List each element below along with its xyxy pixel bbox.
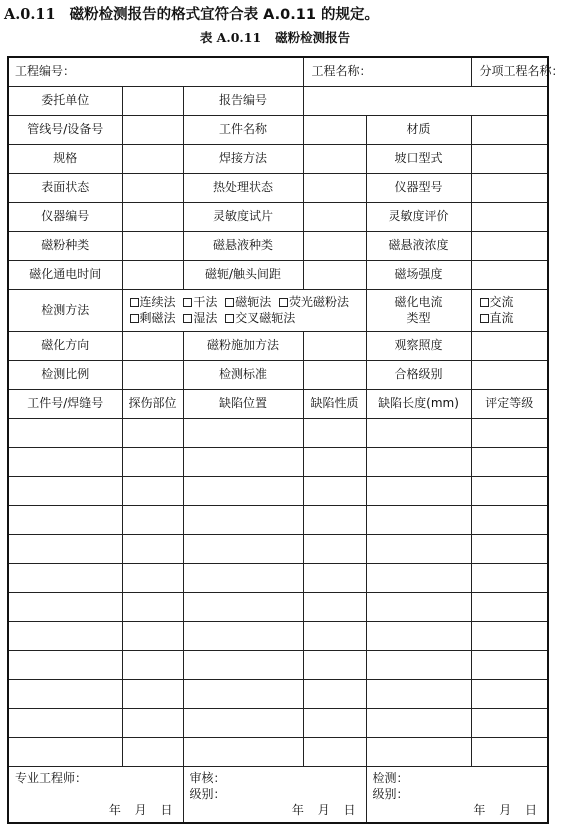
checkbox-icon[interactable]	[225, 298, 234, 307]
result-row	[8, 592, 548, 621]
method-option-continuous[interactable]: 连续法	[130, 294, 176, 310]
checkbox-icon[interactable]	[480, 298, 489, 307]
col-header-defect-nature: 缺陷性质	[303, 389, 366, 418]
reviewer-signature-cell[interactable]	[183, 766, 366, 823]
obs-illum-label: 观察照度	[366, 331, 471, 360]
instrument-model-label: 仪器型号	[366, 173, 471, 202]
groove-type-label: 坡口型式	[366, 144, 471, 173]
result-row	[8, 563, 548, 592]
sensitivity-eval-value[interactable]	[471, 202, 548, 231]
yoke-spacing-label: 磁轭/触头间距	[183, 260, 303, 289]
spec-row	[8, 144, 548, 173]
pipe-no-label: 管线号/设备号	[8, 115, 122, 144]
checkbox-icon[interactable]	[183, 298, 192, 307]
project-name-cell[interactable]: 工程名称：	[303, 57, 471, 86]
powder-type-label: 磁粉种类	[8, 231, 122, 260]
result-row	[8, 418, 548, 447]
spec-label: 规格	[8, 144, 122, 173]
result-row	[8, 621, 548, 650]
field-strength-label: 磁场强度	[366, 260, 471, 289]
powder-row	[8, 231, 548, 260]
suspension-type-value[interactable]	[303, 231, 366, 260]
instrument-no-label: 仪器编号	[8, 202, 122, 231]
powder-type-value[interactable]	[122, 231, 183, 260]
magnetize-dir-label: 磁化方向	[8, 331, 122, 360]
test-method-options	[122, 289, 366, 331]
report-no-value[interactable]	[303, 86, 548, 115]
sensitivity-piece-value[interactable]	[303, 202, 366, 231]
spec-value[interactable]	[122, 144, 183, 173]
section-heading	[4, 3, 550, 27]
client-label: 委托单位	[8, 86, 122, 115]
magnetize-time-value[interactable]	[122, 260, 183, 289]
suspension-conc-value[interactable]	[471, 231, 548, 260]
col-header-defect-position: 缺陷位置	[183, 389, 303, 418]
inspector-signature-cell[interactable]	[366, 766, 548, 823]
magnetize-dir-value[interactable]	[122, 331, 183, 360]
method-option-residual[interactable]: 剩磁法	[130, 310, 176, 326]
checkbox-icon[interactable]	[183, 314, 192, 323]
result-row	[8, 476, 548, 505]
inspector-label: 检测：	[372, 770, 409, 785]
powder-apply-value[interactable]	[303, 331, 366, 360]
sub-project-name-cell[interactable]	[471, 57, 564, 86]
inspector-level-label: 级别：	[372, 786, 409, 801]
instrument-model-value[interactable]	[471, 173, 548, 202]
method-option-fluorescent[interactable]: 荧光磁粉法	[279, 294, 349, 310]
suspension-type-label: 磁悬液种类	[183, 231, 303, 260]
sensitivity-eval-label: 灵敏度评价	[366, 202, 471, 231]
inspector-date: 年 月 日	[473, 802, 538, 817]
test-method-label: 检测方法	[8, 289, 122, 331]
checkbox-icon[interactable]	[480, 314, 489, 323]
current-type-options	[471, 289, 548, 331]
reviewer-date: 年 月 日	[291, 802, 356, 817]
table-title: 磁粉检测报告	[275, 30, 351, 45]
acceptance-level-label: 合格级别	[366, 360, 471, 389]
header-row	[8, 57, 548, 86]
signature-row	[8, 766, 548, 823]
current-option-dc[interactable]: 直流	[480, 310, 514, 326]
col-header-weld-no: 工件号/焊缝号	[8, 389, 122, 418]
magnetize-row	[8, 260, 548, 289]
surface-row	[8, 173, 548, 202]
material-label: 材质	[366, 115, 471, 144]
col-header-grade: 评定等级	[471, 389, 548, 418]
method-option-yoke[interactable]: 磁轭法	[225, 294, 271, 310]
test-standard-value[interactable]	[303, 360, 366, 389]
method-option-dry[interactable]: 干法	[183, 294, 217, 310]
method-option-cross-yoke[interactable]: 交叉磁轭法	[225, 310, 295, 326]
section-text: 磁粉检测报告的格式宜符合表 A.0.11 的规定。	[69, 7, 379, 23]
pipe-no-value[interactable]	[122, 115, 183, 144]
surface-state-value[interactable]	[122, 173, 183, 202]
workpiece-name-value[interactable]	[303, 115, 366, 144]
result-row	[8, 505, 548, 534]
pipe-row	[8, 115, 548, 144]
result-row	[8, 534, 548, 563]
result-row	[8, 447, 548, 476]
reviewer-label: 审核：	[189, 770, 226, 785]
checkbox-icon[interactable]	[130, 298, 139, 307]
instrument-row	[8, 202, 548, 231]
surface-state-label: 表面状态	[8, 173, 122, 202]
sensitivity-piece-label: 灵敏度试片	[183, 202, 303, 231]
section-number: A.0.11	[4, 6, 56, 23]
col-header-location: 探伤部位	[122, 389, 183, 418]
client-row	[8, 86, 548, 115]
heat-treatment-value[interactable]	[303, 173, 366, 202]
checkbox-icon[interactable]	[225, 314, 234, 323]
results-header-row	[8, 389, 548, 418]
workpiece-name-label: 工件名称	[183, 115, 303, 144]
result-row	[8, 650, 548, 679]
material-value[interactable]	[471, 115, 548, 144]
powder-apply-label: 磁粉施加方法	[183, 331, 303, 360]
method-row	[8, 289, 548, 331]
field-strength-value[interactable]	[471, 260, 548, 289]
inspection-report-table	[7, 56, 564, 824]
test-ratio-label: 检测比例	[8, 360, 122, 389]
test-ratio-value[interactable]	[122, 360, 183, 389]
acceptance-level-value[interactable]	[471, 360, 548, 389]
col-header-defect-length: 缺陷长度(mm)	[366, 389, 471, 418]
obs-illum-value[interactable]	[471, 331, 548, 360]
current-type-label: 磁化电流 类型	[366, 289, 471, 331]
weld-method-value[interactable]	[303, 144, 366, 173]
checkbox-icon[interactable]	[130, 314, 139, 323]
suspension-conc-label: 磁悬液浓度	[366, 231, 471, 260]
client-value[interactable]	[122, 86, 183, 115]
weld-method-label: 焊接方法	[183, 144, 303, 173]
test-standard-label: 检测标准	[183, 360, 303, 389]
sub-project-name-label: 分项工程名称：	[479, 64, 564, 79]
method-option-wet[interactable]: 湿法	[183, 310, 217, 326]
engineer-signature-cell[interactable]	[8, 766, 183, 823]
direction-row	[8, 331, 548, 360]
table-caption	[0, 27, 550, 49]
current-option-ac[interactable]: 交流	[480, 294, 514, 310]
ratio-row	[8, 360, 548, 389]
result-row	[8, 737, 548, 766]
groove-type-value[interactable]	[471, 144, 548, 173]
table-number: 表 A.0.11	[199, 30, 262, 45]
instrument-no-value[interactable]	[122, 202, 183, 231]
checkbox-icon[interactable]	[279, 298, 288, 307]
magnetize-time-label: 磁化通电时间	[8, 260, 122, 289]
reviewer-level-label: 级别：	[189, 786, 226, 801]
result-row	[8, 679, 548, 708]
heat-treatment-label: 热处理状态	[183, 173, 303, 202]
project-no-cell[interactable]: 工程编号：	[8, 57, 303, 86]
result-row	[8, 708, 548, 737]
engineer-label: 专业工程师：	[15, 770, 88, 785]
yoke-spacing-value[interactable]	[303, 260, 366, 289]
report-no-label: 报告编号	[183, 86, 303, 115]
engineer-date: 年 月 日	[108, 802, 173, 817]
